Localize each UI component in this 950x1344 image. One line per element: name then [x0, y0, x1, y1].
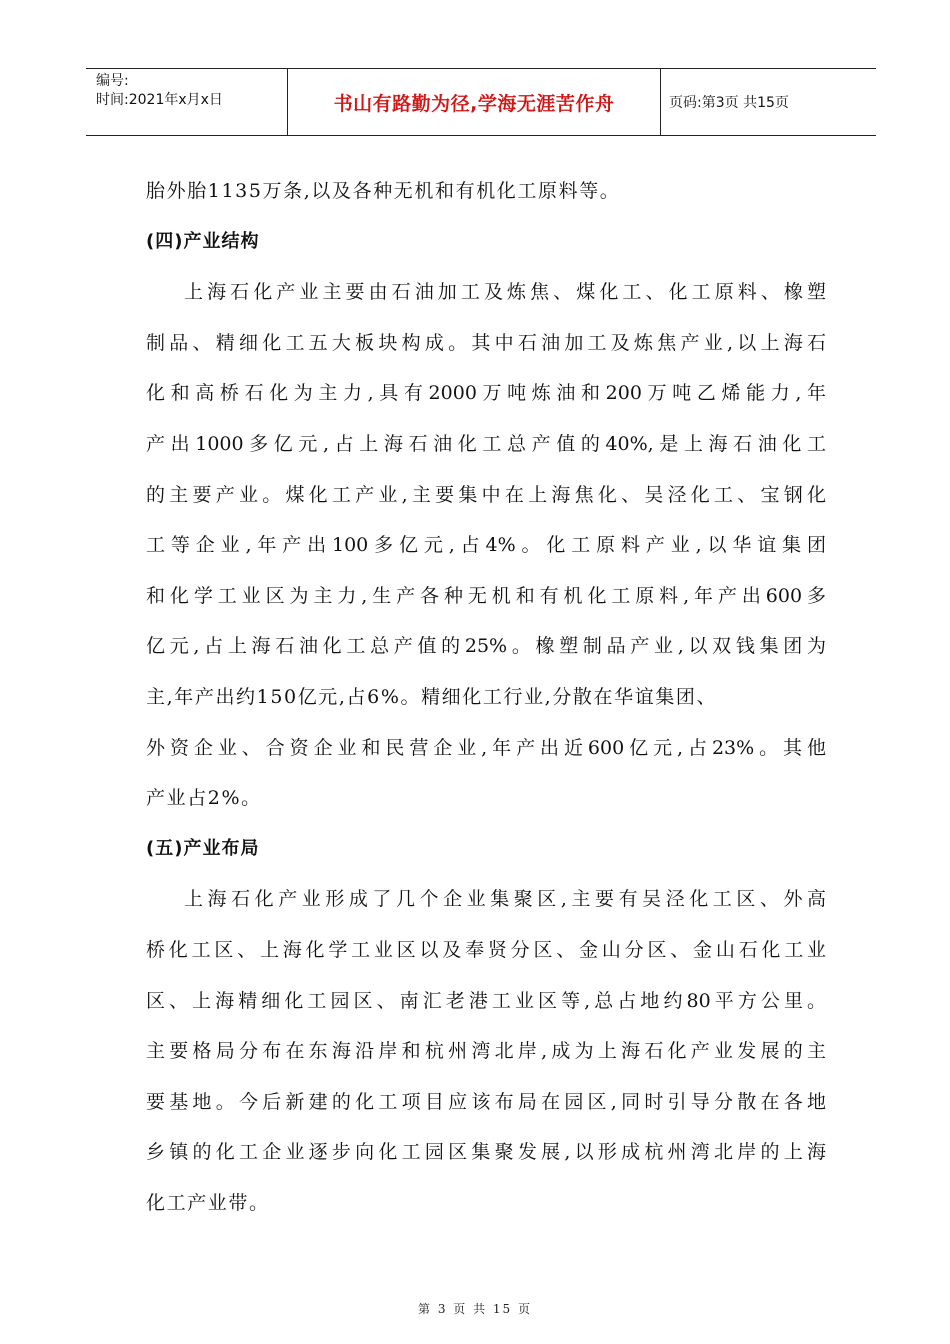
page-footer: 第 3 页 共 15 页 [418, 1302, 532, 1316]
body-line: 工等企业,年产出100多亿元,占4%。化工原料产业,以华谊集团 [146, 534, 826, 557]
header-meta-cell [86, 69, 288, 135]
document-body [146, 166, 826, 1228]
document-date-label: 时间:2021年x月x日 [96, 92, 223, 108]
body-line: 和化学工业区为主力,生产各种无机和有机化工原料,年产出600多 [146, 584, 826, 607]
body-line: 上海石化产业形成了几个企业集聚区,主要有吴泾化工区、外高 [184, 888, 826, 911]
header-page-number: 页码:第3页 共15页 [669, 95, 789, 111]
section-heading-layout: (五)产业布局 [146, 837, 260, 859]
body-line: 乡镇的化工企业逐步向化工园区集聚发展,以形成杭州湾北岸的上海 [146, 1141, 826, 1164]
document-number-label: 编号: [96, 73, 129, 89]
body-line: 产出1000多亿元,占上海石油化工总产值的40%,是上海石油化工 [146, 432, 826, 455]
body-line: 化和高桥石化为主力,具有2000万吨炼油和200万吨乙烯能力,年 [146, 382, 826, 405]
body-line: 亿元,占上海石油化工总产值的25%。橡塑制品产业,以双钱集团为 [146, 635, 826, 658]
section-heading-structure: (四)产业结构 [146, 230, 260, 252]
body-line: 化工产业带。 [146, 1191, 270, 1214]
body-line: 外资企业、合资企业和民营企业,年产出近600亿元,占23%。其他 [146, 736, 826, 759]
body-line: 胎外胎1135万条,以及各种无机和有机化工原料等。 [146, 180, 621, 202]
body-line: 上海石化产业主要由石油加工及炼焦、煤化工、化工原料、橡塑 [184, 281, 826, 304]
header-motto: 书山有路勤为径,学海无涯苦作舟 [333, 92, 615, 115]
body-line: 产业占2%。 [146, 787, 262, 810]
header-page-cell [661, 69, 876, 135]
body-line: 区、上海精细化工园区、南汇老港工业区等,总占地约80平方公里。 [146, 989, 826, 1012]
body-line: 桥化工区、上海化学工业区以及奉贤分区、金山分区、金山石化工业 [146, 938, 826, 961]
body-line: 主要格局分布在东海沿岸和杭州湾北岸,成为上海石化产业发展的主 [146, 1040, 826, 1063]
page-header-table [86, 68, 876, 136]
body-line: 主,年产出约150亿元,占6%。精细化工行业,分散在华谊集团、 [146, 685, 718, 708]
header-motto-cell [288, 69, 661, 135]
body-line: 的主要产业。煤化工产业,主要集中在上海焦化、吴泾化工、宝钢化 [146, 483, 826, 506]
body-line: 制品、精细化工五大板块构成。其中石油加工及炼焦产业,以上海石 [146, 331, 826, 354]
body-line: 要基地。今后新建的化工项目应该布局在园区,同时引导分散在各地 [146, 1090, 826, 1113]
